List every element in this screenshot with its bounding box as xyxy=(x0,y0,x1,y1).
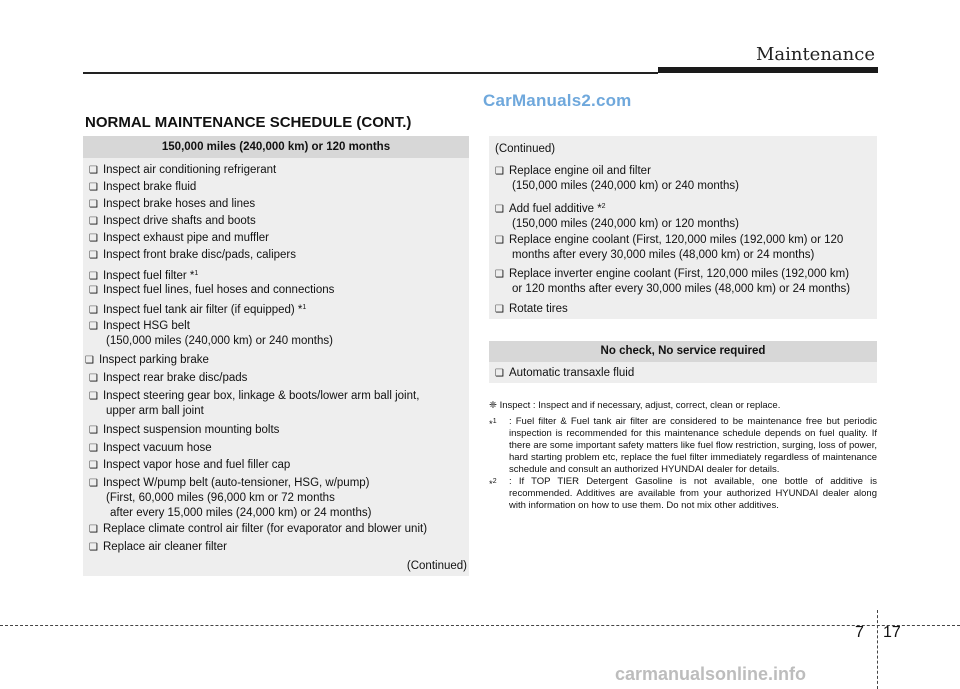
page-number: 17 xyxy=(883,624,901,641)
footer-rule xyxy=(0,625,960,626)
checkbox-icon: ❑ xyxy=(495,368,504,379)
list-item: ❑ Inspect parking brake xyxy=(85,354,209,366)
watermark-top: CarManuals2.com xyxy=(483,91,632,110)
checkbox-icon: ❑ xyxy=(89,524,98,535)
checkbox-icon: ❑ xyxy=(89,285,98,296)
checkbox-icon: ❑ xyxy=(89,478,98,489)
checkbox-icon: ❑ xyxy=(89,233,98,244)
header-rule-thick xyxy=(658,67,878,73)
list-item: ❑ Inspect exhaust pipe and muffler xyxy=(89,232,269,244)
chapter-number: 7 xyxy=(855,624,864,641)
inspect-note: ❈ Inspect : Inspect and if necessary, adjust, correct, clean or replace. xyxy=(489,400,781,411)
checkbox-icon: ❑ xyxy=(89,271,98,282)
list-item: ❑ Inspect suspension mounting bolts xyxy=(89,424,280,436)
checkbox-icon: ❑ xyxy=(89,165,98,176)
list-item: ❑ Inspect vacuum hose xyxy=(89,442,212,454)
checkbox-icon: ❑ xyxy=(89,250,98,261)
checkbox-icon: ❑ xyxy=(89,216,98,227)
list-item: ❑ Inspect vapor hose and fuel filler cap xyxy=(89,459,291,471)
checkbox-icon: ❑ xyxy=(495,304,504,315)
no-service-panel xyxy=(489,341,877,383)
list-item: ❑ Replace inverter engine coolant (First, 120,000 miles (192,000 km) or 120 months after every 30,000 miles (48,000 km) or 24 months) xyxy=(495,268,851,295)
list-item: ❑ Inspect fuel filter *$^1$ xyxy=(89,270,199,282)
list-item: ❑ Inspect brake fluid xyxy=(89,181,197,193)
section-header-title: Maintenance xyxy=(755,44,875,65)
list-item: ❑ Inspect brake hoses and lines xyxy=(89,198,256,210)
list-item: ❑ Replace air cleaner filter xyxy=(89,541,227,553)
list-item: ❑ Inspect drive shafts and boots xyxy=(89,215,256,227)
footnote-1: *$^1$ : Fuel filter & Fuel tank air filter are considered to be maintenance free but periodic inspection is recommended for this maintenance schedule depends on fuel quality. If there are some important safety matters like fuel flow restriction, surging, loss of power, hard starting problem etc, replace the fuel filter immediately regardless of maintenance schedule and consult an authorized HYUNDAI dealer for details. xyxy=(489,416,877,475)
footnote-2: *$^2$ : If TOP TIER Detergent Gasoline is not available, one bottle of additive is recommended. Additives are available from your authorized HYUNDAI dealer along with information on how to use them. Do not mix other additives. xyxy=(489,476,877,511)
checkbox-icon: ❑ xyxy=(89,321,98,332)
checkbox-icon: ❑ xyxy=(89,443,98,454)
list-item: ❑ Automatic transaxle fluid xyxy=(495,367,635,379)
checkbox-icon: ❑ xyxy=(89,425,98,436)
checkbox-icon: ❑ xyxy=(495,204,504,215)
checkbox-icon: ❑ xyxy=(85,355,94,366)
list-item: ❑ Inspect W/pump belt (auto-tensioner, HSG, w/pump) (First, 60,000 miles (96,000 km or 72 months after every 15,000 miles (24,000 km) or 24 months) xyxy=(89,477,372,519)
continued-label: (Continued) xyxy=(406,560,467,572)
list-item: ❑ Inspect fuel lines, fuel hoses and connections xyxy=(89,284,335,296)
checkbox-icon: ❑ xyxy=(495,166,504,177)
schedule-panel-continued xyxy=(489,136,877,319)
checkbox-icon: ❑ xyxy=(495,235,504,246)
list-item: ❑ Inspect fuel tank air filter (if equipped) *$^1$ xyxy=(89,304,307,316)
checkbox-icon: ❑ xyxy=(89,542,98,553)
list-item: ❑ Rotate tires xyxy=(495,303,568,315)
footnotes xyxy=(489,400,877,512)
list-item: ❑ Inspect rear brake disc/pads xyxy=(89,372,248,384)
checkbox-icon: ❑ xyxy=(89,391,98,402)
list-item: ❑ Inspect air conditioning refrigerant xyxy=(89,164,277,176)
list-item: ❑ Inspect steering gear box, linkage & boots/lower arm ball joint, upper arm ball joint xyxy=(89,390,420,417)
header-rule xyxy=(83,72,658,74)
checkbox-icon: ❑ xyxy=(89,305,98,316)
panel-heading: 150,000 miles (240,000 km) or 120 months xyxy=(83,136,469,158)
list-item: ❑ Inspect HSG belt (150,000 miles (240,000 km) or 240 months) xyxy=(89,320,333,347)
schedule-panel-150k xyxy=(83,136,469,576)
checkbox-icon: ❑ xyxy=(89,460,98,471)
list-item: ❑ Replace engine coolant (First, 120,000 miles (192,000 km) or 120 months after every 30,000 miles (48,000 km) or 24 months) xyxy=(495,234,844,261)
list-item: ❑ Replace climate control air filter (for evaporator and blower unit) xyxy=(89,523,428,535)
footer-divider xyxy=(877,610,878,689)
watermark-bottom: carmanualsonline.info xyxy=(615,664,807,684)
list-item: ❑ Add fuel additive *$^2$ (150,000 miles (240,000 km) or 120 months) xyxy=(495,203,739,230)
continued-label: (Continued) xyxy=(495,143,556,155)
panel-heading: No check, No service required xyxy=(489,341,877,362)
checkbox-icon: ❑ xyxy=(495,269,504,280)
checkbox-icon: ❑ xyxy=(89,373,98,384)
checkbox-icon: ❑ xyxy=(89,199,98,210)
list-item: ❑ Inspect front brake disc/pads, calipers xyxy=(89,249,297,261)
list-item: ❑ Replace engine oil and filter (150,000 miles (240,000 km) or 240 months) xyxy=(495,165,739,192)
page-title: NORMAL MAINTENANCE SCHEDULE (CONT.) xyxy=(85,114,412,131)
checkbox-icon: ❑ xyxy=(89,182,98,193)
